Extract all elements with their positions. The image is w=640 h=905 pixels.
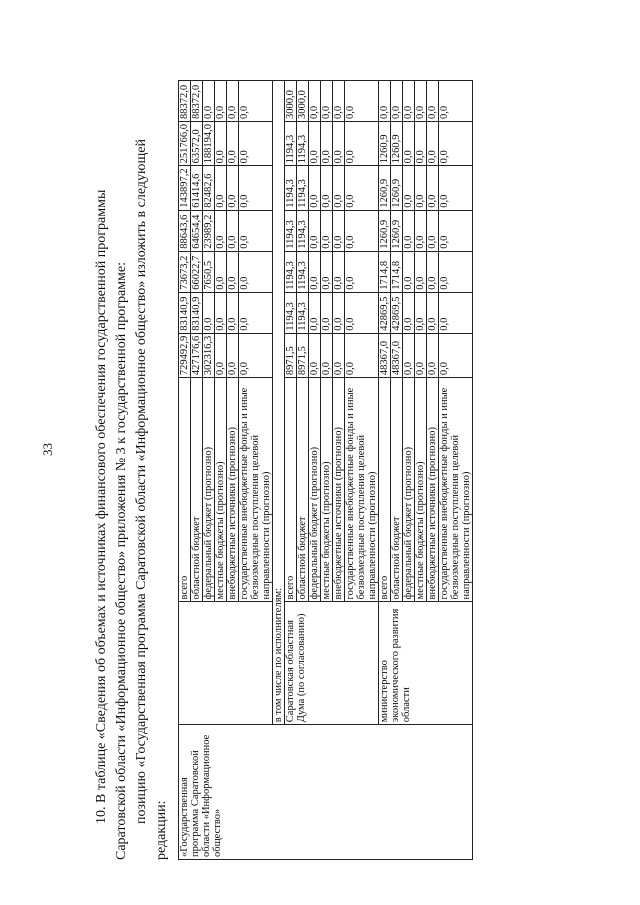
value-cell: 88372,0 [179,81,191,122]
value-cell: 1194,3 [285,251,297,292]
value-cell: 88643,6 [179,210,191,251]
value-cell: 0,0 [403,166,415,210]
value-cell: 0,0 [321,210,333,251]
amendment-paragraph [92,60,172,860]
value-cell: 143897,2 [179,166,191,210]
value-cell: 1714,8 [391,251,403,292]
value-cell: 3000,0 [285,81,297,122]
value-cell: 0,0 [379,81,391,122]
value-cell: 0,0 [345,166,379,210]
value-cell: 1194,3 [297,210,309,251]
value-cell: 0,0 [203,292,215,333]
value-cell: 0,0 [403,292,415,333]
value-cell: 0,0 [403,122,415,166]
source-cell: федеральный бюджет (прогнозно) [203,378,215,602]
value-cell: 0,0 [227,166,239,210]
value-cell: 0,0 [439,210,473,251]
value-cell: 3000,0 [297,81,309,122]
financing-table [178,80,473,860]
value-cell: 88372,0 [191,81,203,122]
value-cell: 8971,5 [285,333,297,377]
value-cell: 1194,3 [297,251,309,292]
value-cell: 0,0 [227,333,239,377]
value-cell: 0,0 [309,166,321,210]
program-name-cell: «Государственная программа Саратовской области «Информационное общество» [179,725,473,860]
value-cell: 0,0 [227,210,239,251]
value-cell: 63572,0 [191,122,203,166]
value-cell: 0,0 [403,251,415,292]
including-label-cell: в том числе по исполнителям: [273,81,285,725]
value-cell: 0,0 [439,251,473,292]
value-cell: 0,0 [239,81,273,122]
value-cell: 0,0 [403,81,415,122]
source-cell: внебюджетные источники (прогнозно) [333,378,345,602]
value-cell: 302316,3 [203,333,215,377]
value-cell: 0,0 [215,251,227,292]
value-cell: 0,0 [309,333,321,377]
value-cell: 0,0 [439,166,473,210]
value-cell: 188194,0 [203,122,215,166]
value-cell: 0,0 [215,81,227,122]
value-cell: 0,0 [333,292,345,333]
value-cell: 0,0 [321,251,333,292]
paragraph-line-4: редакции: [154,800,169,860]
value-cell: 0,0 [345,333,379,377]
value-cell: 0,0 [415,333,427,377]
value-cell: 0,0 [345,122,379,166]
value-cell: 8971,5 [297,333,309,377]
source-cell: областной бюджет [297,378,309,602]
value-cell: 1714,8 [379,251,391,292]
source-cell: областной бюджет [391,378,403,602]
value-cell: 0,0 [227,292,239,333]
value-cell: 0,0 [321,333,333,377]
value-cell: 0,0 [239,166,273,210]
value-cell: 0,0 [239,292,273,333]
value-cell: 0,0 [427,251,439,292]
value-cell: 0,0 [439,122,473,166]
value-cell: 0,0 [427,81,439,122]
value-cell: 83140,9 [179,292,191,333]
source-cell: всего [285,378,297,602]
value-cell: 0,0 [415,122,427,166]
value-cell: 0,0 [345,81,379,122]
value-cell: 0,0 [309,210,321,251]
value-cell: 0,0 [415,251,427,292]
value-cell: 0,0 [321,166,333,210]
value-cell: 66022,7 [191,251,203,292]
value-cell: 0,0 [321,81,333,122]
value-cell: 0,0 [415,292,427,333]
source-cell: государственные внебюджетные фонды и иные безвозмездные поступления целевой направленности (прогнозно) [439,378,473,602]
value-cell: 0,0 [333,166,345,210]
value-cell: 0,0 [427,122,439,166]
value-cell: 1194,3 [285,210,297,251]
value-cell: 0,0 [215,333,227,377]
executor-cell-empty [179,602,273,725]
value-cell: 0,0 [415,81,427,122]
value-cell: 0,0 [333,333,345,377]
paragraph-line-1: 10. В таблице «Сведения об объемах и источниках финансового обеспечения государственной программы [94,189,109,824]
value-cell: 0,0 [345,251,379,292]
executor-name-cell: Саратовская областная Дума (по согласованию) [285,602,379,725]
value-cell: 42869,5 [391,292,403,333]
value-cell: 0,0 [345,210,379,251]
value-cell: 0,0 [227,122,239,166]
paragraph-line-3: позицию «Государственная программа Саратовской области «Информационное общество» изложить в следующей [134,139,149,824]
value-cell: 83140,9 [191,292,203,333]
value-cell: 0,0 [309,251,321,292]
value-cell: 0,0 [227,81,239,122]
value-cell: 0,0 [215,122,227,166]
value-cell: 0,0 [215,166,227,210]
value-cell: 1194,3 [285,166,297,210]
executor-name-cell: министерство экономического развития области [379,602,473,725]
source-cell: всего [179,378,191,602]
value-cell: 0,0 [321,292,333,333]
value-cell: 0,0 [439,81,473,122]
value-cell: 42869,5 [379,292,391,333]
value-cell: 7650,5 [203,251,215,292]
source-cell: внебюджетные источники (прогнозно) [427,378,439,602]
value-cell: 64654,4 [191,210,203,251]
value-cell: 0,0 [239,210,273,251]
source-cell: местные бюджеты (прогнозно) [321,378,333,602]
source-cell: федеральный бюджет (прогнозно) [309,378,321,602]
value-cell: 427176,6 [191,333,203,377]
value-cell: 0,0 [345,292,379,333]
value-cell: 73673,2 [179,251,191,292]
value-cell: 0,0 [321,122,333,166]
value-cell: 1194,3 [297,122,309,166]
value-cell: 1260,9 [391,210,403,251]
value-cell: 1260,9 [391,122,403,166]
value-cell: 1194,3 [285,122,297,166]
value-cell: 1194,3 [297,292,309,333]
source-cell: государственные внебюджетные фонды и иные безвозмездные поступления целевой направленности (прогнозно) [239,378,273,602]
value-cell: 82482,6 [203,166,215,210]
value-cell: 1260,9 [379,210,391,251]
value-cell: 0,0 [333,251,345,292]
value-cell: 61414,6 [191,166,203,210]
value-cell: 48367,0 [379,333,391,377]
value-cell: 0,0 [427,210,439,251]
value-cell: 0,0 [427,166,439,210]
source-cell: областной бюджет [191,378,203,602]
value-cell: 23989,2 [203,210,215,251]
value-cell: 1194,3 [297,166,309,210]
value-cell: 1260,9 [379,166,391,210]
value-cell: 1260,9 [391,166,403,210]
value-cell: 0,0 [333,122,345,166]
value-cell: 0,0 [309,122,321,166]
table-row [179,81,191,860]
value-cell: 0,0 [309,81,321,122]
value-cell: 0,0 [439,292,473,333]
value-cell: 48367,0 [391,333,403,377]
value-cell: 0,0 [427,292,439,333]
source-cell: местные бюджеты (прогнозно) [215,378,227,602]
value-cell: 0,0 [203,81,215,122]
source-cell: внебюджетные источники (прогнозно) [227,378,239,602]
value-cell: 0,0 [239,251,273,292]
value-cell: 0,0 [309,292,321,333]
value-cell: 0,0 [403,210,415,251]
source-cell: государственные внебюджетные фонды и иные безвозмездные поступления целевой направленности (прогнозно) [345,378,379,602]
value-cell: 0,0 [333,210,345,251]
value-cell: 1194,3 [285,292,297,333]
page-number: 33 [40,443,55,456]
value-cell: 0,0 [415,210,427,251]
value-cell: 251766,0 [179,122,191,166]
paragraph-line-2: Саратовской области «Информационное общество» приложения № 3 к государственной программе: [114,261,129,860]
value-cell: 0,0 [415,166,427,210]
value-cell: 0,0 [215,210,227,251]
source-cell: местные бюджеты (прогнозно) [415,378,427,602]
source-cell: всего [379,378,391,602]
value-cell: 0,0 [239,122,273,166]
value-cell: 0,0 [215,292,227,333]
value-cell: 729492,9 [179,333,191,377]
value-cell: 0,0 [439,333,473,377]
value-cell: 0,0 [333,81,345,122]
source-cell: федеральный бюджет (прогнозно) [403,378,415,602]
value-cell: 0,0 [427,333,439,377]
value-cell: 0,0 [391,81,403,122]
value-cell: 1260,9 [379,122,391,166]
value-cell: 0,0 [239,333,273,377]
rotated-page-content [92,60,612,860]
value-cell: 0,0 [403,333,415,377]
value-cell: 0,0 [227,251,239,292]
